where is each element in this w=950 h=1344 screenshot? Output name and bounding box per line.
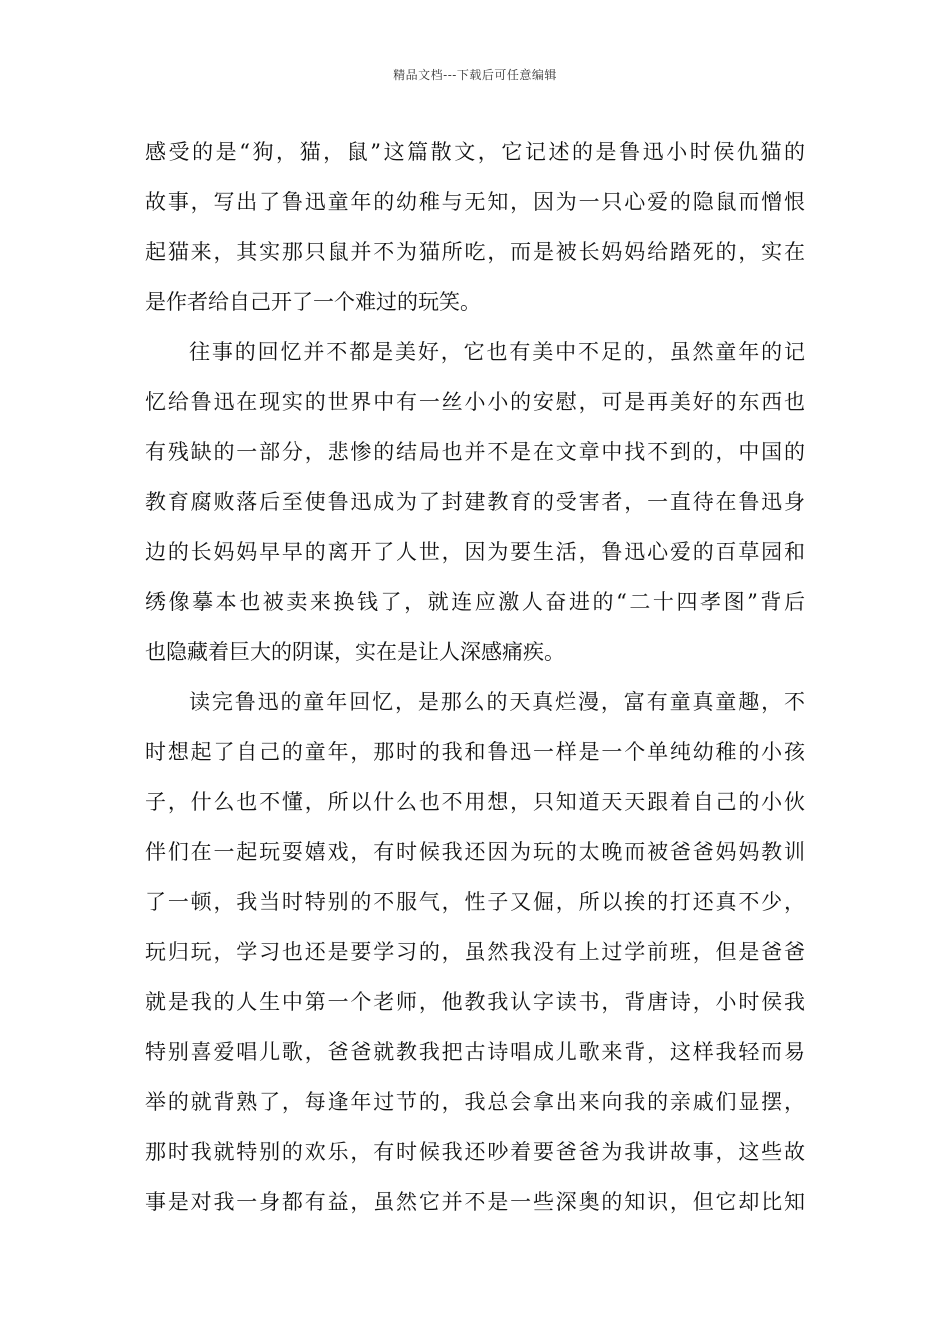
text-line: [145, 877, 805, 927]
text-line: [145, 477, 805, 527]
text-line: [145, 127, 805, 177]
line-text: 伴们在一起玩耍嬉戏，有时候我还因为玩的太晚而被爸爸妈妈教训: [145, 840, 805, 864]
text-line: [145, 627, 805, 677]
line-text: 读完鲁迅的童年回忆，是那么的天真烂漫，富有童真童趣，不: [189, 690, 805, 714]
text-line: [145, 677, 805, 727]
line-text: 绣像摹本也被卖来换钱了，就连应激人奋进的“二十四孝图”背后: [145, 590, 805, 614]
line-text: 边的长妈妈早早的离开了人世，因为要生活，鲁迅心爱的百草园和: [145, 540, 805, 564]
line-text: 教育腐败落后至使鲁迅成为了封建教育的受害者，一直待在鲁迅身: [145, 490, 805, 514]
text-line: [145, 427, 805, 477]
text-line: [145, 277, 805, 327]
line-text: 往事的回忆并不都是美好，它也有美中不足的，虽然童年的记: [189, 340, 805, 364]
text-line: [145, 927, 805, 977]
line-text: 就是我的人生中第一个老师，他教我认字读书，背唐诗，小时侯我: [145, 990, 805, 1014]
line-text: 那时我就特别的欢乐，有时候我还吵着要爸爸为我讲故事，这些故: [145, 1140, 805, 1164]
text-line: [145, 1177, 805, 1227]
line-text: 忆给鲁迅在现实的世界中有一丝小小的安慰，可是再美好的东西也: [145, 390, 805, 414]
page-header: 精品文档---下载后可任意编辑: [393, 68, 557, 82]
line-text: 是作者给自己开了一个难过的玩笑。: [145, 290, 481, 314]
line-text: 举的就背熟了，每逢年过节的，我总会拿出来向我的亲戚们显摆，: [145, 1090, 805, 1114]
line-text: 子，什么也不懂，所以什么也不用想，只知道天天跟着自己的小伙: [145, 790, 805, 814]
line-text: 故事，写出了鲁迅童年的幼稚与无知，因为一只心爱的隐鼠而憎恨: [145, 190, 805, 214]
line-text: 感受的是“狗，猫，鼠”这篇散文，它记述的是鲁迅小时侯仇猫的: [145, 140, 805, 164]
text-line: [145, 327, 805, 377]
line-text: 了一顿，我当时特别的不服气，性子又倔，所以挨的打还真不少，: [145, 890, 805, 914]
text-line: [145, 1027, 805, 1077]
text-line: [145, 377, 805, 427]
line-text: 玩归玩，学习也还是要学习的，虽然我没有上过学前班，但是爸爸: [145, 940, 805, 964]
line-text: 时想起了自己的童年，那时的我和鲁迅一样是一个单纯幼稚的小孩: [145, 740, 805, 764]
text-line: [145, 527, 805, 577]
text-line: [145, 1077, 805, 1127]
line-text: 起猫来，其实那只鼠并不为猫所吃，而是被长妈妈给踏死的，实在: [145, 240, 805, 264]
line-text: 有残缺的一部分，悲惨的结局也并不是在文章中找不到的，中国的: [145, 440, 805, 464]
text-line: [145, 777, 805, 827]
text-line: [145, 827, 805, 877]
text-line: [145, 727, 805, 777]
document-body: [145, 127, 805, 1227]
text-line: [145, 177, 805, 227]
text-line: [145, 227, 805, 277]
text-line: [145, 577, 805, 627]
text-line: [145, 977, 805, 1027]
line-text: 特别喜爱唱儿歌，爸爸就教我把古诗唱成儿歌来背，这样我轻而易: [145, 1040, 805, 1064]
line-text: 也隐藏着巨大的阴谋，实在是让人深感痛疾。: [145, 640, 565, 664]
text-line: [145, 1127, 805, 1177]
line-text: 事是对我一身都有益，虽然它并不是一些深奥的知识，但它却比知: [145, 1190, 805, 1214]
